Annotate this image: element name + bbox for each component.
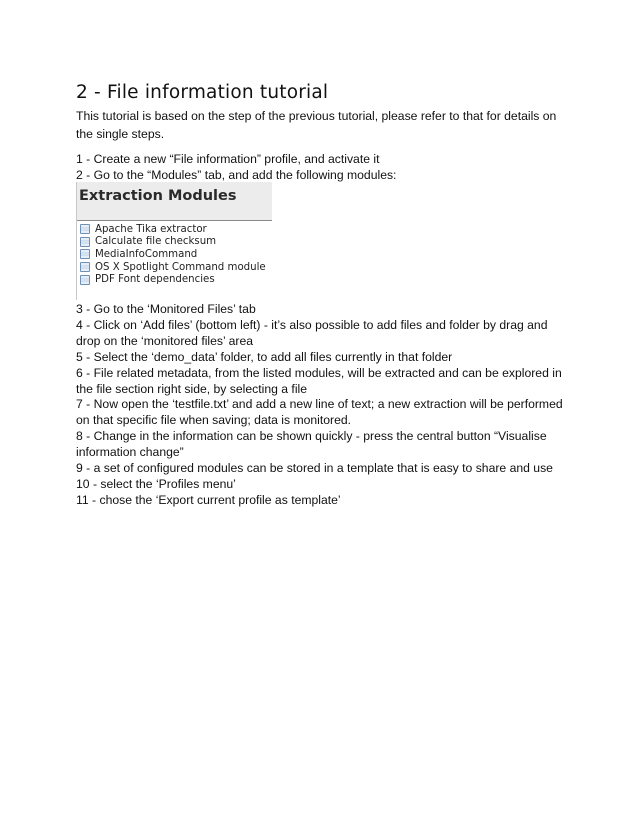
module-icon bbox=[80, 262, 90, 272]
module-label: OS X Spotlight Command module bbox=[95, 261, 266, 273]
step-item: 6 - File related metadata, from the listed modules, will be extracted and can be explored in the file section right side, by selecting a file bbox=[76, 365, 562, 396]
steps-before-list bbox=[76, 152, 566, 184]
module-label: Calculate file checksum bbox=[95, 236, 217, 248]
modules-panel-title: Extraction Modules bbox=[79, 188, 237, 204]
module-icon bbox=[80, 237, 90, 247]
module-item[interactable] bbox=[80, 223, 266, 236]
step-item: 4 - Click on ‘Add files’ (bottom left) - it’s also possible to add files and folder by drag and drop on the ‘monitored files’ area bbox=[76, 317, 548, 348]
module-item[interactable] bbox=[80, 236, 266, 249]
module-item[interactable] bbox=[80, 273, 266, 286]
step-item: 2 - Go to the “Modules” tab, and add the following modules: bbox=[76, 167, 397, 182]
modules-panel-header bbox=[77, 182, 272, 221]
step-item: 11 - chose the ‘Export current profile as template’ bbox=[76, 492, 341, 507]
module-item[interactable] bbox=[80, 248, 266, 261]
module-item[interactable] bbox=[80, 261, 266, 274]
intro-paragraph: This tutorial is based on the step of the previous tutorial, please refer to that for details on the single steps. bbox=[76, 109, 557, 141]
step-item: 7 - Now open the ‘testfile.txt’ and add a new line of text; a new extraction will be performed on that specific file when saving; data is monitored. bbox=[76, 397, 563, 428]
module-icon bbox=[80, 224, 90, 234]
step-item: 10 - select the ‘Profiles menu’ bbox=[76, 476, 236, 491]
step-item: 3 - Go to the ‘Monitored Files’ tab bbox=[76, 302, 256, 316]
step-item: 1 - Create a new “File information” profile, and activate it bbox=[76, 152, 380, 166]
module-icon bbox=[80, 249, 90, 259]
extraction-modules-panel bbox=[76, 182, 272, 300]
module-label: PDF Font dependencies bbox=[95, 274, 215, 286]
module-label: MediaInfoCommand bbox=[95, 248, 198, 260]
modules-list bbox=[80, 223, 266, 286]
document-title: 2 - File information tutorial bbox=[76, 82, 329, 103]
steps-after-list bbox=[76, 302, 566, 509]
step-item: 5 - Select the ‘demo_data’ folder, to add all files currently in that folder bbox=[76, 349, 453, 364]
module-icon bbox=[80, 275, 90, 285]
module-label: Apache Tika extractor bbox=[95, 223, 207, 235]
step-item: 9 - a set of configured modules can be stored in a template that is easy to share and use bbox=[76, 461, 553, 476]
step-item: 8 - Change in the information can be shown quickly - press the central button “Visualise information change” bbox=[76, 429, 547, 460]
